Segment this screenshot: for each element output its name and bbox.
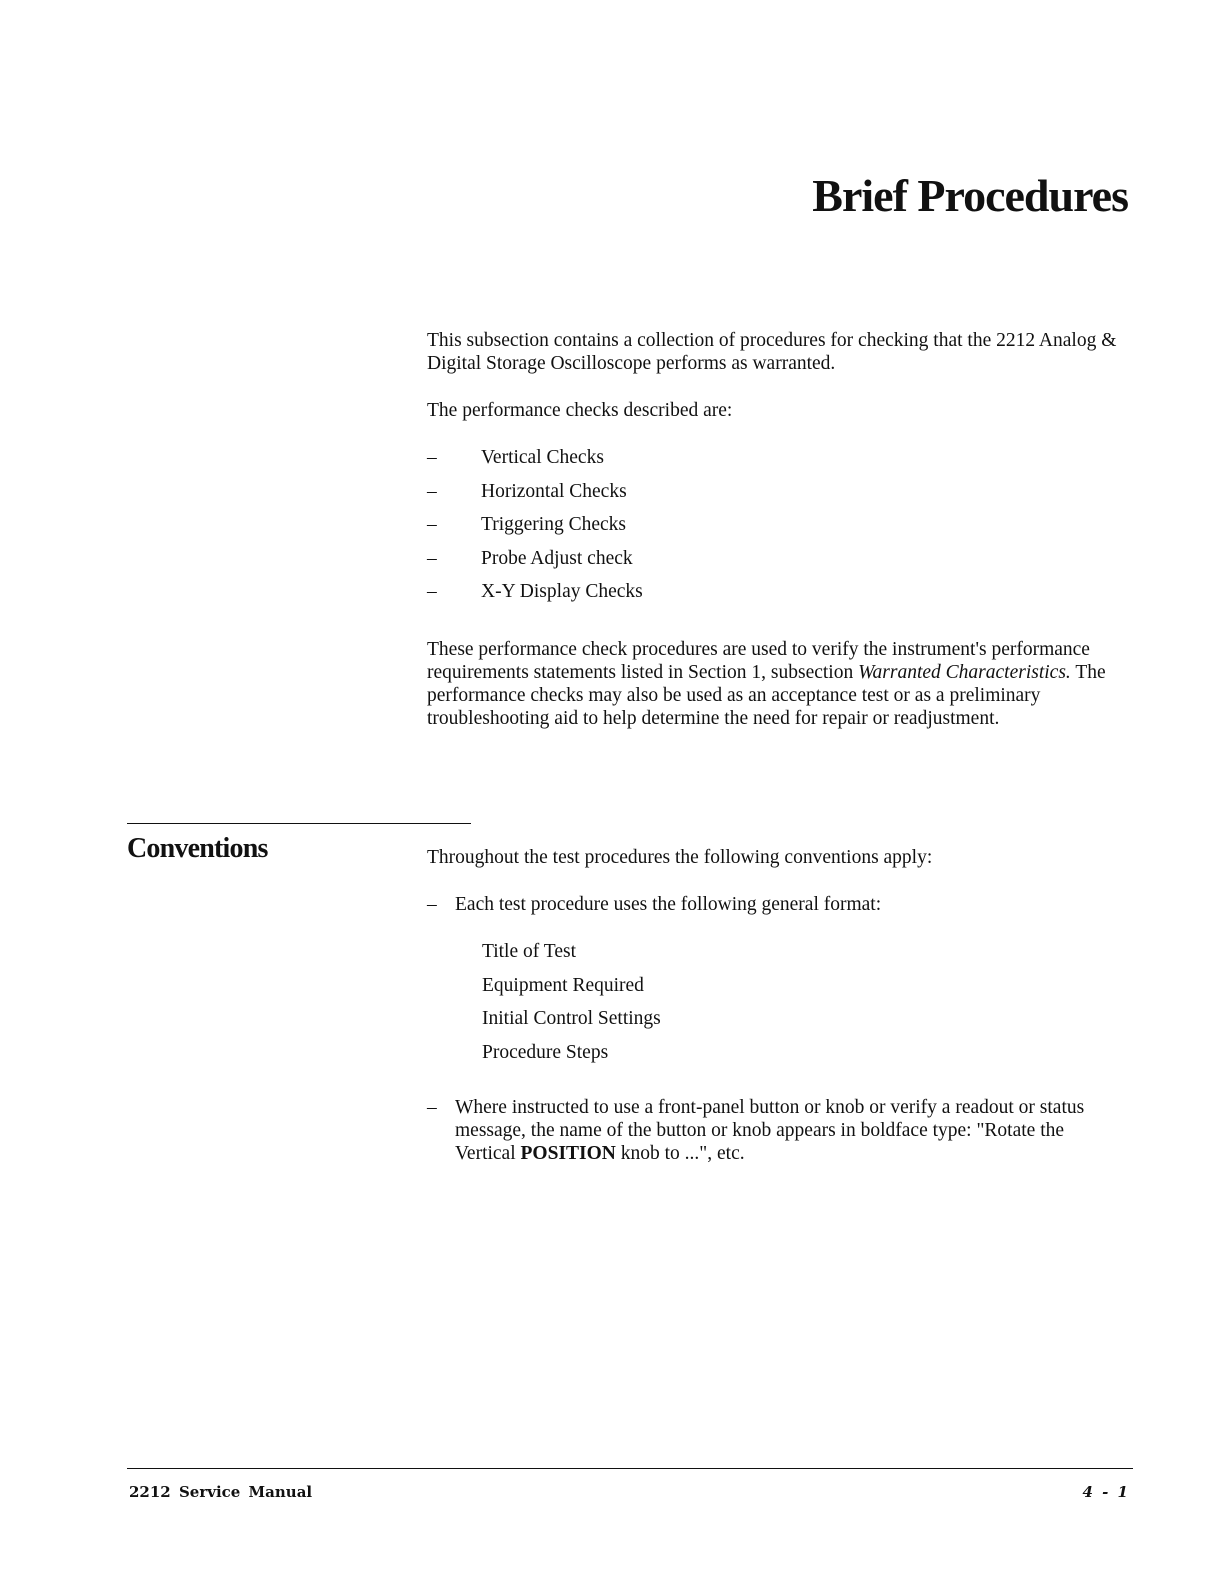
footer-divider bbox=[127, 1468, 1133, 1469]
list-dash: – bbox=[427, 581, 437, 602]
list-item bbox=[427, 547, 1127, 581]
conventions-section bbox=[427, 846, 1127, 1189]
convention-text-end: knob to ...", etc. bbox=[615, 1142, 745, 1164]
format-list bbox=[427, 940, 1127, 1075]
warranted-characteristics-reference: Warranted Characteristics. bbox=[858, 661, 1071, 683]
list-item: Initial Control Settings bbox=[482, 1008, 661, 1030]
boldface-example: POSITION bbox=[520, 1142, 616, 1164]
check-label: Horizontal Checks bbox=[481, 480, 627, 502]
checks-lead: The performance checks described are: bbox=[427, 400, 733, 421]
check-label: Vertical Checks bbox=[481, 447, 604, 468]
list-item bbox=[427, 446, 1127, 480]
section-divider bbox=[127, 823, 471, 824]
page-number: 4 - 1 bbox=[1082, 1483, 1130, 1501]
purpose-text-end: The performance checks may also be used as an acceptance test or as a preliminary troubleshooting aid to help determine the need for repair or readjustment. bbox=[427, 661, 1106, 729]
convention-text: Where instructed to use a front-panel button or knob or verify a readout or status message, the name of the button or knob appears in boldface type: "Rotate the Vertical bbox=[455, 1096, 1085, 1164]
intro-section bbox=[427, 329, 1127, 754]
check-label: Triggering Checks bbox=[481, 514, 626, 535]
intro-paragraph: This subsection contains a collection of procedures for checking that the 2212 Analog & Digital Storage Oscilloscope performs as warranted. bbox=[427, 330, 1117, 374]
list-dash: – bbox=[427, 547, 437, 569]
list-dash: – bbox=[427, 1096, 437, 1118]
convention-item bbox=[427, 893, 1127, 916]
purpose-paragraph bbox=[427, 638, 1127, 730]
checks-list bbox=[427, 446, 1127, 614]
list-item bbox=[427, 580, 1127, 614]
list-item bbox=[427, 480, 1127, 514]
purpose-text: These performance check procedures are used to verify the instrument's performance requirements statements listed in Section 1, subsection bbox=[427, 638, 1090, 683]
list-item: Equipment Required bbox=[482, 974, 644, 996]
list-dash: – bbox=[427, 514, 437, 535]
check-label: X-Y Display Checks bbox=[481, 581, 643, 602]
check-label: Probe Adjust check bbox=[481, 547, 633, 569]
footer-manual-title: 2212 Service Manual bbox=[129, 1483, 313, 1501]
conventions-lead: Throughout the test procedures the following conventions apply: bbox=[427, 847, 933, 868]
section-heading-conventions: Conventions bbox=[127, 833, 268, 864]
list-dash: – bbox=[427, 447, 437, 468]
convention-text: Each test procedure uses the following general format: bbox=[455, 894, 882, 915]
list-dash: – bbox=[427, 480, 437, 502]
convention-item bbox=[427, 1096, 1127, 1165]
page-title: Brief Procedures bbox=[812, 170, 1128, 221]
list-item: Procedure Steps bbox=[482, 1042, 609, 1064]
list-dash: – bbox=[427, 894, 437, 915]
list-item: Title of Test bbox=[482, 941, 576, 962]
list-item bbox=[427, 513, 1127, 547]
